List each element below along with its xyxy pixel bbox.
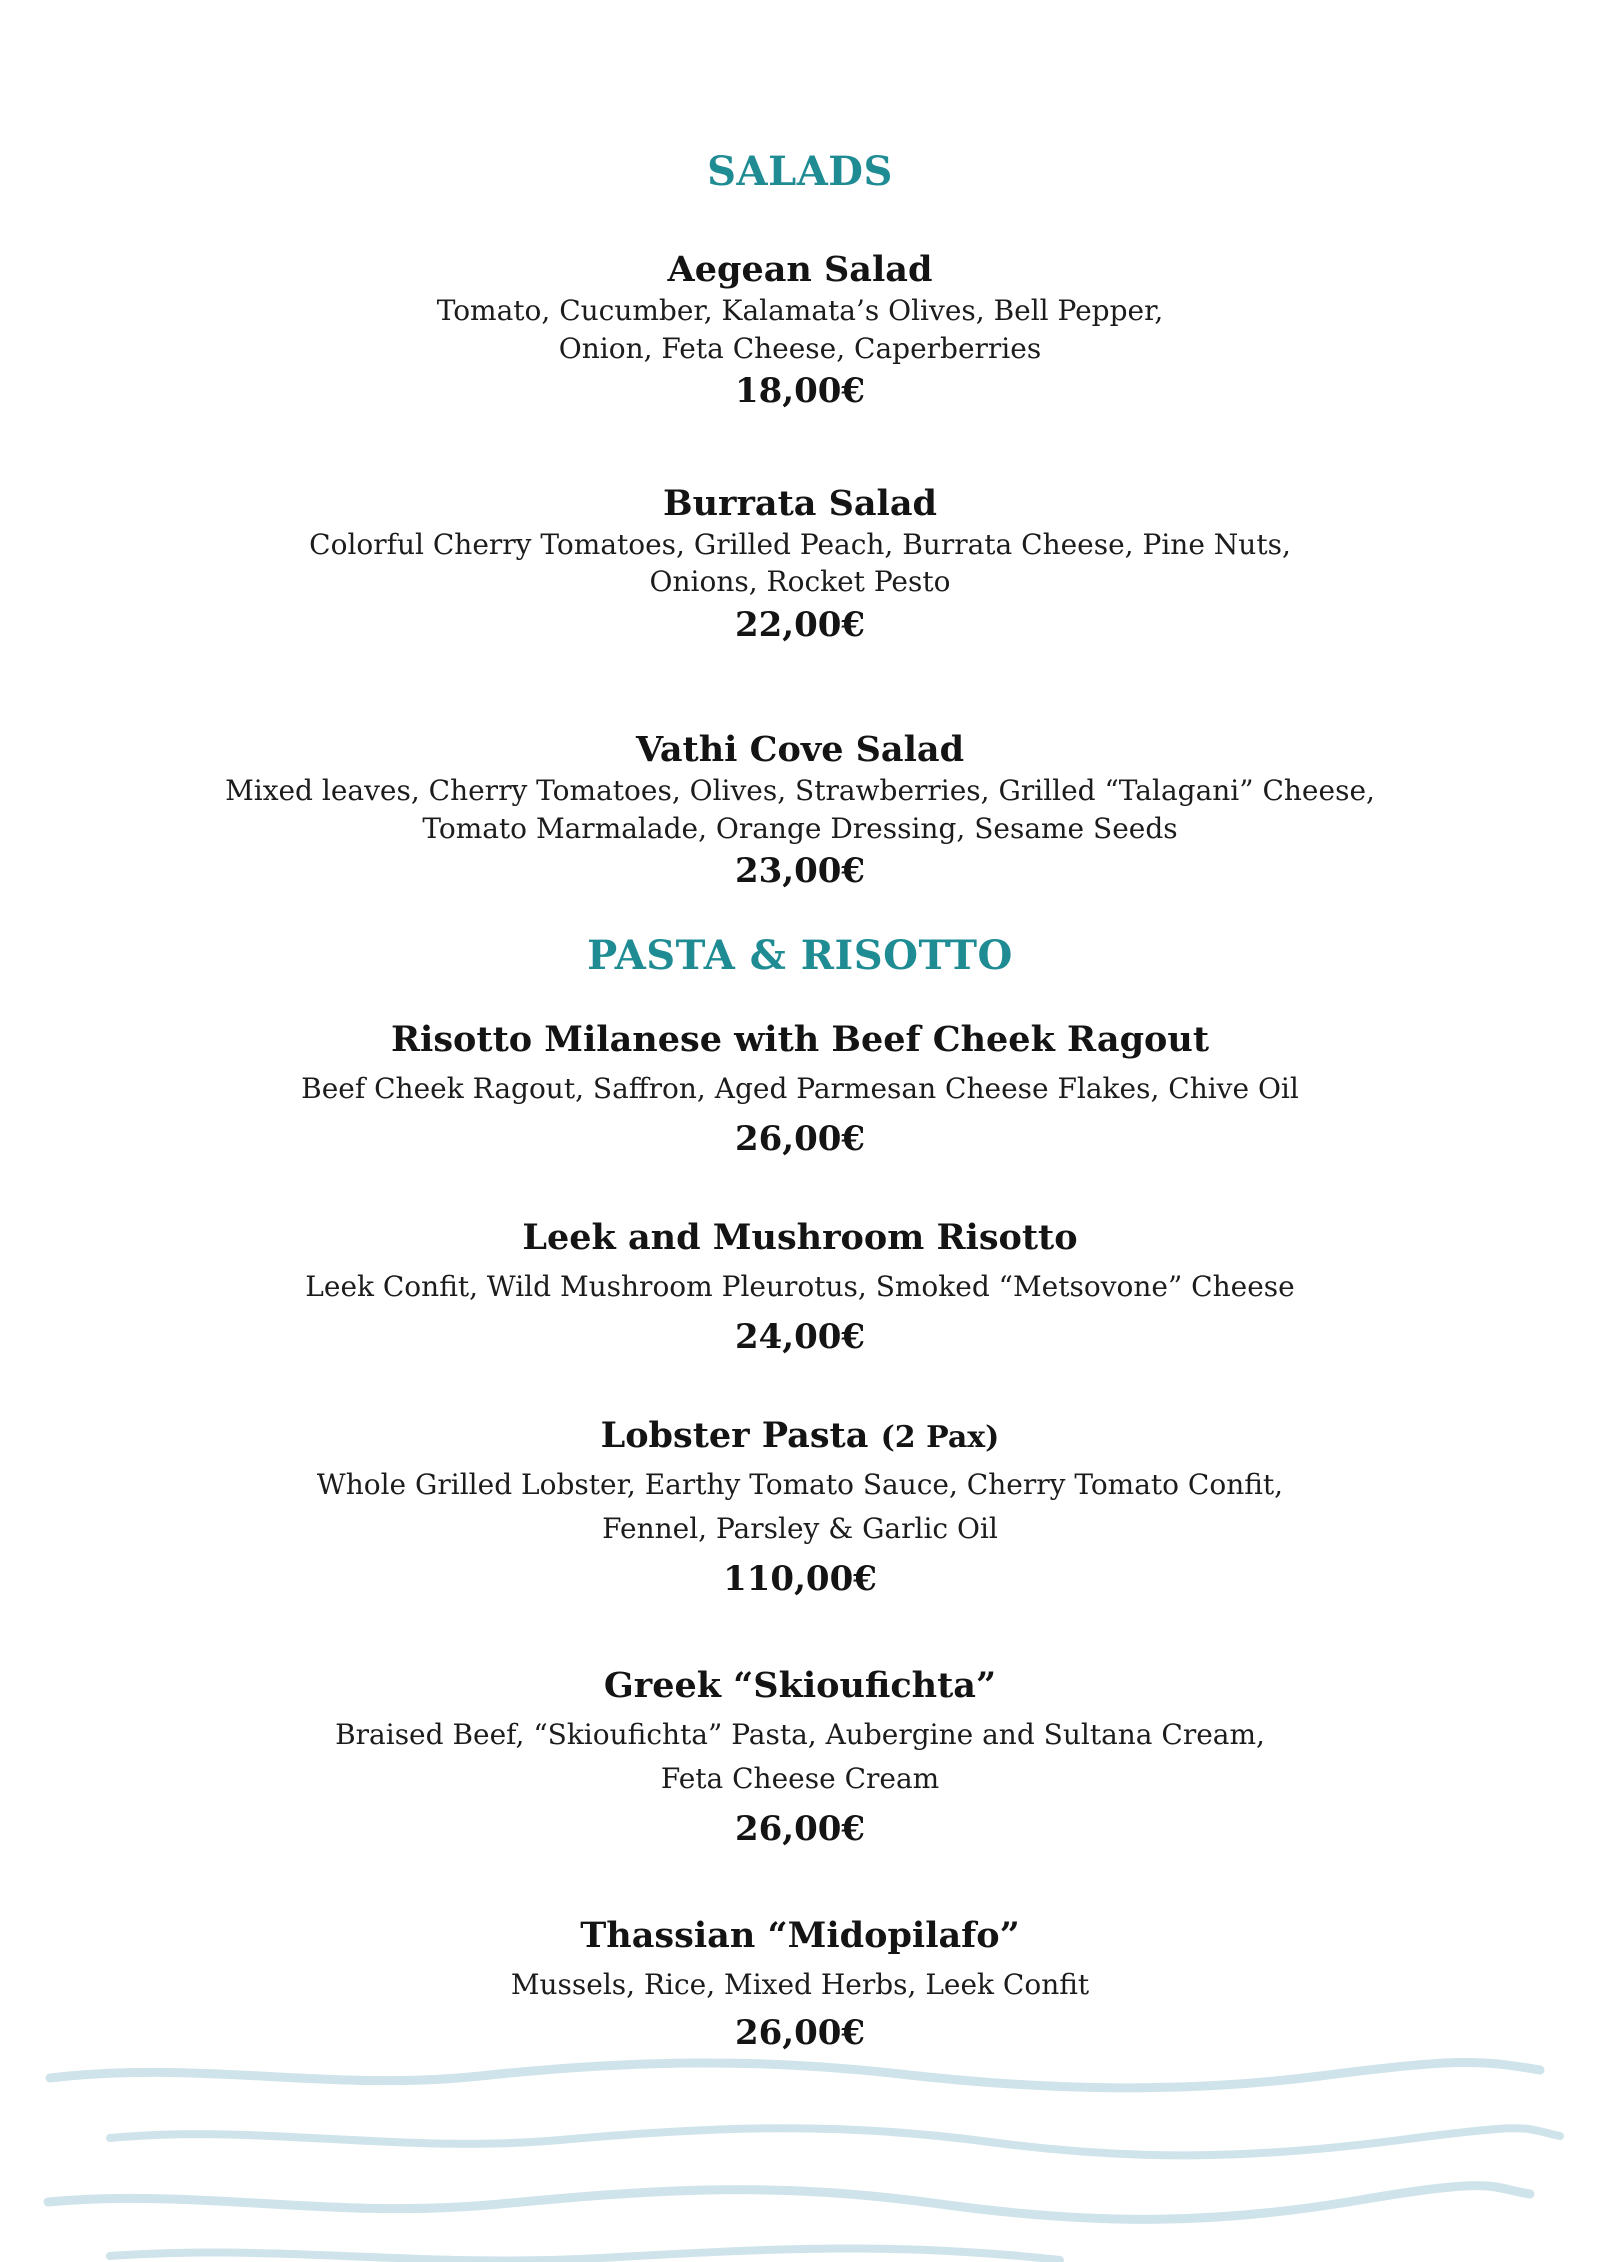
menu-item-name: Risotto Milanese with Beef Cheek Ragout bbox=[390, 1019, 1210, 1060]
menu-item-name: Burrata Salad bbox=[662, 483, 938, 524]
menu-item-price: 22,00€ bbox=[734, 605, 866, 645]
menu-item-description: Mussels, Rice, Mixed Herbs, Leek Confit bbox=[510, 1968, 1090, 2001]
section-title-salads: SALADS bbox=[707, 148, 893, 195]
menu-item-price: 26,00€ bbox=[734, 1809, 866, 1849]
menu-item-name: Greek “Skioufichta” bbox=[603, 1665, 997, 1706]
menu-item-name: Leek and Mushroom Risotto bbox=[522, 1217, 1078, 1258]
menu-item-description: Leek Confit, Wild Mushroom Pleurotus, Smoked “Metsovone” Cheese bbox=[305, 1270, 1295, 1303]
menu-item-description: Beef Cheek Ragout, Saffron, Aged Parmesan Cheese Flakes, Chive Oil bbox=[301, 1072, 1299, 1105]
menu-item-description: Braised Beef, “Skioufichta” Pasta, Aubergine and Sultana Cream, bbox=[335, 1718, 1265, 1751]
menu-item-price: 24,00€ bbox=[734, 1317, 866, 1357]
menu-item-name: Lobster Pasta bbox=[600, 1415, 869, 1456]
menu-item-description: Onions, Rocket Pesto bbox=[649, 565, 951, 598]
menu-item-name: Thassian “Midopilafo” bbox=[580, 1915, 1020, 1956]
menu-item-description: Feta Cheese Cream bbox=[660, 1762, 940, 1795]
menu-item-serving-note: (2 Pax) bbox=[880, 1420, 1000, 1455]
menu-item-price: 26,00€ bbox=[734, 1119, 866, 1159]
menu-item-description: Colorful Cherry Tomatoes, Grilled Peach, Burrata Cheese, Pine Nuts, bbox=[309, 528, 1291, 561]
menu-item-price: 110,00€ bbox=[723, 1559, 877, 1599]
wave-lines-icon bbox=[0, 2030, 1600, 2262]
menu-item-description: Whole Grilled Lobster, Earthy Tomato Sauce, Cherry Tomato Confit, bbox=[316, 1468, 1284, 1501]
menu-item-name: Aegean Salad bbox=[667, 249, 933, 290]
menu-item-description: Tomato Marmalade, Orange Dressing, Sesame Seeds bbox=[422, 812, 1178, 845]
menu-item-description: Mixed leaves, Cherry Tomatoes, Olives, Strawberries, Grilled “Talagani” Cheese, bbox=[225, 774, 1375, 807]
menu-item-description: Onion, Feta Cheese, Caperberries bbox=[558, 332, 1042, 365]
menu-item-name-row bbox=[0, 1414, 1600, 1460]
menu-item-price: 26,00€ bbox=[734, 2013, 866, 2053]
menu-item-description: Tomato, Cucumber, Kalamata’s Olives, Bell Pepper, bbox=[436, 294, 1164, 327]
menu-item-name: Vathi Cove Salad bbox=[635, 729, 965, 770]
menu-item-price: 18,00€ bbox=[734, 371, 866, 411]
section-title-pasta-risotto: PASTA & RISOTTO bbox=[587, 932, 1013, 979]
menu-item-description: Fennel, Parsley & Garlic Oil bbox=[602, 1512, 998, 1545]
menu-item-price: 23,00€ bbox=[734, 851, 866, 891]
